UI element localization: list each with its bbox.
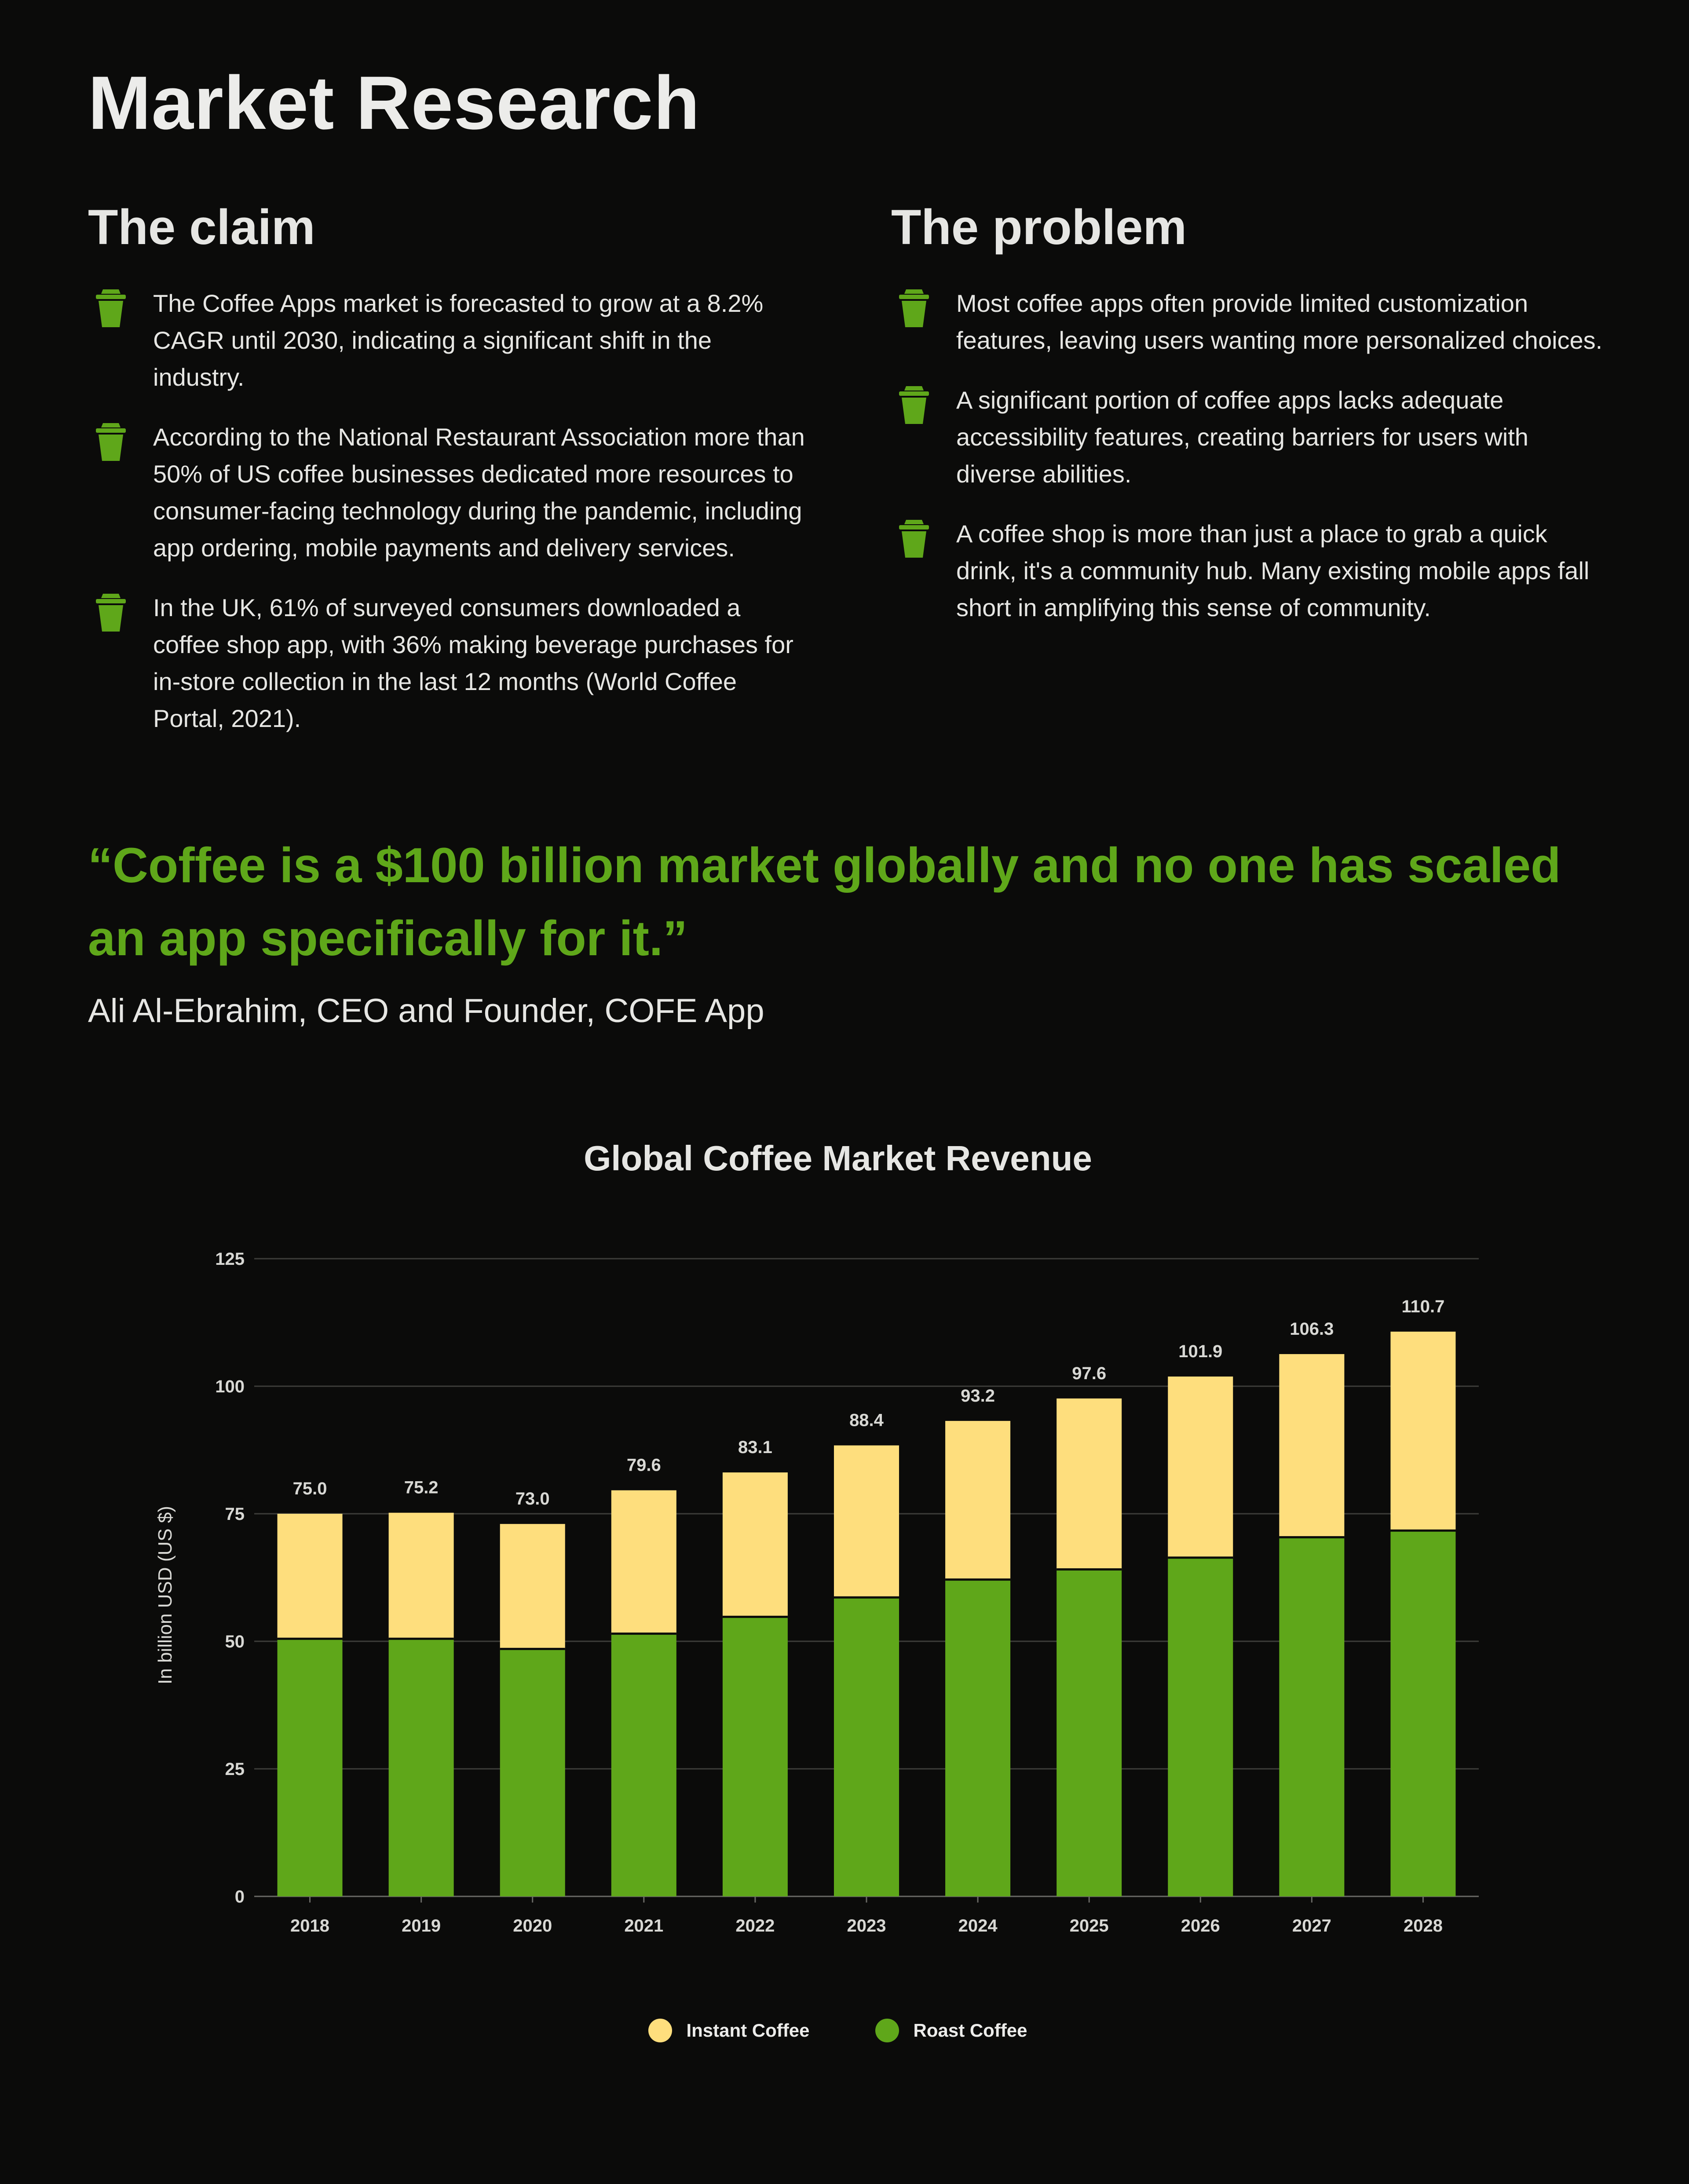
x-tick-label: 2023 bbox=[847, 1916, 886, 1936]
problem-item-text: A coffee shop is more than just a place to grab a quick drink, it's a community hub. Many existing mobile apps fall short in amplifying this sense of community. bbox=[956, 520, 1590, 622]
y-tick-label: 75 bbox=[225, 1505, 245, 1524]
bar-total-label: 79.6 bbox=[626, 1455, 661, 1475]
problem-item-text: Most coffee apps often provide limited customization features, leaving users wanting more personalized choices. bbox=[956, 289, 1603, 354]
legend-label-roast: Roast Coffee bbox=[913, 2020, 1027, 2041]
x-tick-label: 2019 bbox=[402, 1916, 441, 1936]
bar-total-label: 75.0 bbox=[292, 1479, 327, 1498]
bar-roast-coffee bbox=[611, 1634, 676, 1896]
x-tick-label: 2018 bbox=[290, 1916, 330, 1936]
claim-item-text: According to the National Restaurant Association more than 50% of US coffee businesses dedicated more resources to consumer-facing technology during the pandemic, including app ordering, mobile payments and delivery services. bbox=[153, 423, 805, 562]
claim-section bbox=[88, 200, 809, 760]
coffee-cup-icon bbox=[897, 384, 931, 426]
problem-item bbox=[891, 382, 1612, 493]
bar-total-label: 88.4 bbox=[849, 1410, 884, 1430]
page-title: Market Research bbox=[88, 61, 700, 145]
claim-item bbox=[88, 589, 809, 737]
bar-instant-coffee bbox=[500, 1524, 565, 1649]
legend-item-instant bbox=[648, 2019, 809, 2042]
coffee-cup-icon bbox=[897, 518, 931, 559]
bar-roast-coffee bbox=[500, 1649, 565, 1896]
x-tick-label: 2025 bbox=[1069, 1916, 1109, 1936]
problem-section bbox=[891, 200, 1612, 649]
problem-heading: The problem bbox=[891, 200, 1187, 255]
bar-roast-coffee bbox=[1390, 1530, 1455, 1896]
y-tick-label: 100 bbox=[215, 1377, 245, 1396]
legend-label-instant: Instant Coffee bbox=[686, 2020, 810, 2041]
y-tick-label: 125 bbox=[215, 1249, 245, 1269]
bar-roast-coffee bbox=[1168, 1558, 1233, 1896]
claim-item bbox=[88, 419, 809, 566]
claim-item-text: The Coffee Apps market is forecasted to grow at a 8.2% CAGR until 2030, indicating a significant shift in the industry. bbox=[153, 289, 764, 391]
problem-item bbox=[891, 285, 1612, 359]
bar-total-label: 106.3 bbox=[1290, 1319, 1334, 1339]
bar-total-label: 73.0 bbox=[515, 1489, 550, 1509]
bar-total-label: 93.2 bbox=[961, 1386, 995, 1406]
bar-roast-coffee bbox=[723, 1617, 788, 1896]
bar-instant-coffee bbox=[389, 1513, 454, 1639]
bar-instant-coffee bbox=[1057, 1399, 1122, 1570]
quote-attribution: Ali Al-Ebrahim, CEO and Founder, COFE App bbox=[88, 992, 764, 1030]
chart-title: Global Coffee Market Revenue bbox=[584, 1139, 1092, 1178]
bar-total-label: 75.2 bbox=[404, 1478, 439, 1497]
x-tick-label: 2024 bbox=[958, 1916, 998, 1936]
bar-roast-coffee bbox=[278, 1639, 343, 1896]
claim-item-text: In the UK, 61% of surveyed consumers downloaded a coffee shop app, with 36% making beverage purchases for in-store collection in the last 12 months (World Coffee Portal, 2021). bbox=[153, 594, 793, 733]
bar-total-label: 110.7 bbox=[1401, 1297, 1445, 1316]
pull-quote: “Coffee is a $100 billion market globally and no one has scaled an app specifically for it.” bbox=[88, 838, 1561, 966]
x-tick-label: 2021 bbox=[624, 1916, 664, 1936]
legend-item-roast bbox=[875, 2019, 1027, 2042]
y-tick-label: 0 bbox=[234, 1887, 245, 1906]
bar-instant-coffee bbox=[834, 1446, 899, 1598]
bar-instant-coffee bbox=[945, 1421, 1010, 1580]
problem-item-text: A significant portion of coffee apps lacks adequate accessibility features, creating barriers for users with diverse abilities. bbox=[956, 386, 1528, 488]
problem-item bbox=[891, 515, 1612, 626]
x-tick-label: 2026 bbox=[1181, 1916, 1220, 1936]
bar-instant-coffee bbox=[278, 1514, 343, 1639]
bar-total-label: 83.1 bbox=[738, 1438, 772, 1457]
legend-swatch-instant bbox=[648, 2019, 672, 2042]
bar-roast-coffee bbox=[945, 1580, 1010, 1896]
coffee-cup-icon bbox=[94, 592, 128, 633]
bar-total-label: 97.6 bbox=[1072, 1363, 1107, 1383]
bar-instant-coffee bbox=[1390, 1332, 1455, 1530]
coffee-cup-icon bbox=[94, 288, 128, 329]
x-tick-label: 2022 bbox=[735, 1916, 775, 1936]
y-tick-label: 50 bbox=[225, 1632, 245, 1651]
revenue-chart bbox=[0, 1187, 1689, 1979]
x-tick-label: 2020 bbox=[513, 1916, 552, 1936]
y-tick-label: 25 bbox=[225, 1760, 245, 1779]
bar-roast-coffee bbox=[389, 1639, 454, 1896]
bar-instant-coffee bbox=[1279, 1354, 1344, 1537]
bar-roast-coffee bbox=[1279, 1537, 1344, 1896]
bar-instant-coffee bbox=[611, 1490, 676, 1634]
bar-roast-coffee bbox=[834, 1597, 899, 1896]
bar-instant-coffee bbox=[1168, 1377, 1233, 1558]
claim-item bbox=[88, 285, 809, 396]
bar-total-label: 101.9 bbox=[1178, 1341, 1223, 1361]
legend-swatch-roast bbox=[875, 2019, 899, 2042]
bar-roast-coffee bbox=[1057, 1569, 1122, 1896]
coffee-cup-icon bbox=[94, 421, 128, 463]
x-tick-label: 2027 bbox=[1292, 1916, 1331, 1936]
y-axis-label: In billion USD (US $) bbox=[154, 1506, 176, 1684]
coffee-cup-icon bbox=[897, 288, 931, 329]
claim-heading: The claim bbox=[88, 200, 315, 255]
chart-legend bbox=[0, 2019, 1676, 2042]
bar-instant-coffee bbox=[723, 1472, 788, 1617]
x-tick-label: 2028 bbox=[1403, 1916, 1443, 1936]
